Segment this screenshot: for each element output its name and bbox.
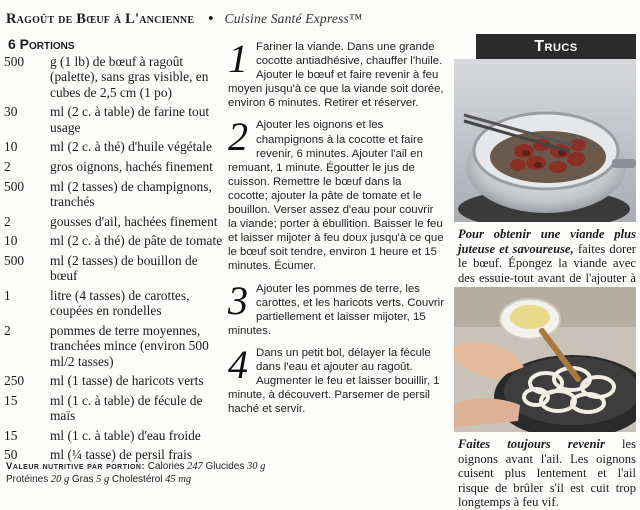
ingredient-qty: 2 [4, 322, 11, 338]
ingredient-item [4, 393, 226, 424]
step-number: 3 [228, 277, 248, 323]
ingredient-text: gousses d'ail, hachées finement [50, 213, 218, 229]
ingredient-qty: 15 [4, 392, 18, 408]
calories-label: Calories [147, 461, 185, 472]
ingredient-text: ml (2 c. à thé) d'huile végétale [50, 139, 212, 155]
step-3 [228, 277, 445, 338]
ingredient-qty: 1 [4, 287, 11, 303]
ingredient-text: ml (1 c. à table) d'eau froide [50, 427, 201, 443]
nutrition-facts [6, 461, 446, 486]
ingredient-text: pommes de terre moyennes, tranchées mince (environ 500 ml/2 tasses) [50, 322, 209, 369]
recipe-title: Ragoût de Bœuf à L'ancienne [6, 11, 195, 27]
step-text: Dans un petit bol, délayer la fécule dans l'eau et ajouter au ragoût. Augmenter le feu et laisser bouillir, 1 minute, à découvert. Parsemer de persil haché et servir. [228, 346, 440, 416]
ingredient-item [4, 214, 226, 229]
ingredients-list [4, 54, 226, 467]
ingredient-item [4, 159, 226, 174]
step-text: Ajouter les pommes de terre, les carottes, et les haricots verts. Couvrir partiellement et laisser mijoter, 15 minutes. [228, 282, 445, 337]
ingredient-item [4, 179, 226, 210]
calories-value: 247 [187, 461, 203, 472]
cholesterol-label: Cholestérol [111, 473, 163, 485]
series-name: Cuisine Santé Express™ [224, 11, 363, 26]
proteines-value: 20 g [50, 473, 70, 485]
method-steps [228, 36, 445, 424]
ingredient-qty: 15 [4, 427, 18, 443]
tip-text: faites dorer le bœuf. Épongez la viande avec des essuie-tout avant de l'ajouter à [458, 241, 636, 285]
step-number: 2 [228, 114, 248, 160]
ingredient-qty: 250 [4, 373, 25, 389]
portions-label: 6 Portions [8, 36, 75, 52]
nutrition-line-2 [6, 474, 446, 487]
ingredient-qty: 2 [4, 159, 11, 174]
ingredient-item [4, 54, 226, 100]
ingredient-text: ml (2 c. à table) de farine tout usage [50, 104, 210, 135]
step-2 [228, 114, 444, 273]
onions-pan-photo [454, 287, 636, 432]
glucides-value: 30 g [246, 461, 266, 472]
ingredient-qty: 500 [4, 54, 25, 69]
step-4 [228, 341, 444, 416]
ingredient-qty: 50 [4, 447, 18, 463]
ingredient-text: ml (2 tasses) de bouillon de bœuf [50, 252, 198, 284]
step-1 [228, 36, 444, 110]
ingredient-text: litre (4 tasses) de carottes, coupées en rondelles [50, 287, 190, 319]
recipe-header [6, 11, 448, 28]
ingredient-text: ml (2 c. à thé) de pâte de tomate [50, 233, 223, 249]
ingredient-text: g (1 lb) de bœuf à ragoût (palette), sans gras visible, en cubes de 2,5 cm (1 po) [50, 54, 209, 100]
ingredient-item [4, 253, 226, 284]
nutrition-label: Valeur nutritive par portion: [6, 461, 146, 472]
ingredient-item [4, 428, 226, 443]
ingredient-qty: 10 [4, 139, 18, 155]
gras-value: 5 g [96, 473, 110, 485]
cholesterol-value: 45 mg [165, 473, 192, 485]
glucides-label: Glucides [205, 461, 245, 472]
ingredient-item [4, 288, 226, 319]
ingredient-qty: 2 [4, 213, 11, 229]
ingredient-item [4, 104, 226, 135]
ingredient-qty: 10 [4, 233, 18, 249]
ingredient-item [4, 139, 226, 154]
ingredient-qty: 500 [4, 252, 25, 268]
ingredient-text: ml (¼ tasse) de persil frais [50, 447, 193, 463]
ingredient-text: gros oignons, hachés finement [50, 159, 213, 174]
browning-beef-photo [454, 59, 636, 222]
tips-heading: Trucs [476, 34, 636, 59]
title-separator: • [208, 11, 214, 27]
proteines-label: Protéines [6, 473, 49, 485]
tips-sidebar [452, 34, 636, 510]
step-text: Fariner la viande. Dans une grande cocotte antiadhésive, chauffer l'huile. Ajouter le bœuf et faire revenir à feu moyen jusqu'à ce que la viande soit dorée, environ 6 minutes. Retirer et réserver. [228, 41, 444, 110]
step-number: 1 [228, 36, 248, 81]
tip-onions [458, 437, 636, 510]
ingredient-text: ml (1 tasse) de haricots verts [50, 373, 204, 389]
tip-text: les oignons avant l'ail. Les oignons cuisent plus lentement et l'ail risque de brûler s'il est cuit trop longtemps à feu vif. [458, 437, 636, 510]
ingredient-text: ml (2 tasses) de champignons, tranchés [50, 178, 212, 209]
ingredient-item [4, 233, 226, 248]
ingredient-item [4, 373, 226, 388]
tip-lead: Pour obtenir une viande plus juteuse et savoureuse, [458, 227, 636, 256]
step-number: 4 [228, 341, 248, 387]
tip-lead: Faites toujours revenir [458, 437, 605, 451]
ingredient-qty: 30 [4, 104, 18, 120]
ingredient-qty: 500 [4, 178, 25, 194]
ingredient-item [4, 323, 226, 369]
gras-label: Gras [71, 473, 94, 485]
ingredient-text: ml (1 c. à table) de fécule de maïs [50, 392, 203, 424]
step-text: Ajouter les oignons et les champignons à la cocotte et faire revenir, 6 minutes. Ajouter l'ail en remuant, 1 minute. Égoutter le jus de cuisson. Remettre le bœuf dans la cocotte; ajouter la pâte de tomate et le bouillon. Verser assez d'eau pour couvrir la viande; porter à ébullition. Baisser le feu et laisser mijoter à feu doux jusqu'à ce que le bœuf soit tendre, environ 1 heure et 15 minutes. Écumer. [228, 119, 444, 273]
nutrition-line-1 [6, 461, 446, 474]
